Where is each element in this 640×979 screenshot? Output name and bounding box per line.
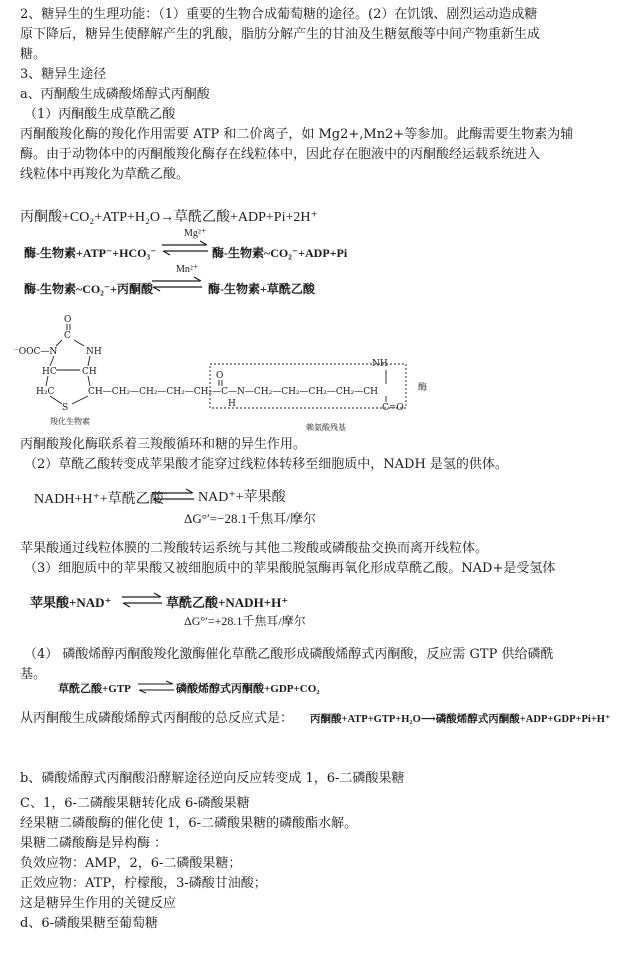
struct-c-o: C=O: [382, 403, 404, 413]
step-heading: （1）丙酮酸生成草酰乙酸: [24, 107, 176, 122]
equation-6-right: 磷酸烯醇式丙酮酸+GDP+CO₂: [176, 683, 320, 695]
struct-h2c: H₂C: [36, 387, 55, 397]
struct-label-biotin: 羧化生物素: [50, 417, 90, 426]
text-line: 线粒体中再羧化为草酰乙酸。: [20, 167, 190, 182]
text-line: 这是糖异生作用的关键反应: [20, 896, 177, 911]
struct-s: S: [62, 403, 69, 413]
equation-3-right: 酶-生物素+草酰乙酸: [208, 282, 315, 296]
struct-ooc: ⁻OOC—N: [14, 347, 58, 357]
step-heading: （2）草酰乙酸转变成苹果酸才能穿过线粒体转移至细胞质中，NADH 是氢的供体。: [24, 457, 508, 472]
struct-h: H: [228, 399, 236, 409]
equation-carboxylation: 丙酮酸+CO₂+ATP+H₂O→草酰乙酸+ADP+Pi+2H⁺: [20, 210, 318, 225]
subsection-heading: d、6-磷酸果糖至葡萄糖: [20, 916, 158, 931]
struct-nh-box: NH: [372, 359, 388, 369]
equation-3-left: 酶-生物素~CO₂⁻+丙酮酸: [24, 282, 154, 296]
subsection-heading: b、磷酸烯醇式丙酮酸沿酵解途径逆向反应转变成 1，6-二磷酸果糖: [20, 771, 405, 786]
text-line: 负效应物：AMP，2，6-二磷酸果糖；: [20, 856, 242, 871]
equation-2-catalyst: Mg²⁺: [184, 228, 207, 239]
overall-reaction-label: 从丙酮酸生成磷酸烯醇式丙酮酸的总反应式是：: [20, 711, 294, 726]
struct-hc: HC: [42, 367, 57, 377]
equation-4-delta-g: ΔG°′=−28.1千焦耳/摩尔: [184, 511, 316, 526]
equation-2-left: 酶-生物素+ATP⁻+HCO₃⁻: [24, 246, 157, 260]
struct-nh: NH: [86, 347, 102, 357]
text-line: 丙酮酸羧化酶的羧化作用需要 ATP 和二价离子，如 Mg2+,Mn2+等参加。此酶需要生物素为辅: [20, 127, 574, 142]
equation-4-right: NAD⁺+苹果酸: [198, 490, 286, 505]
text-line: 2、糖异生的生理功能：（1）重要的生物合成葡萄糖的途径。(2）在饥饿、剧烈运动造成糖: [20, 7, 538, 22]
struct-enzyme-label: 酶: [418, 383, 428, 393]
biotin-lysine-structure-diagram: [14, 312, 434, 434]
text-line: 糖。: [20, 47, 47, 62]
reversible-arrow-icon: [150, 276, 204, 292]
subsection-heading: C、1，6-二磷酸果糖转化成 6-磷酸果糖: [20, 796, 250, 811]
equation-5-right: 草酰乙酸+NADH+H⁺: [166, 595, 289, 610]
reversible-arrow-icon: [136, 680, 176, 694]
text-line: 原下降后，糖异生使酵解产生的乳酸，脂肪分解产生的甘油及生糖氨酸等中间产物重新生成: [20, 27, 541, 42]
step-heading: （3）细胞质中的苹果酸又被细胞质中的苹果酸脱氢酶再氧化形成草酰乙酸。NAD+是受氢体: [24, 561, 556, 576]
text-line: 苹果酸通过线粒体膜的二羧酸转运系统与其他二羧酸或磷酸盐交换而离开线粒体。: [20, 541, 489, 556]
struct-ch: CH: [82, 367, 97, 377]
text-line: 经果糖二磷酸酶的催化使 1，6-二磷酸果糖的磷酸酯水解。: [20, 816, 358, 831]
text-line: 丙酮酸羧化酶联系着三羧酸循环和糖的异生作用。: [20, 437, 307, 452]
equation-5-left: 苹果酸+NAD⁺: [30, 595, 112, 610]
text-line: 果糖二磷酸酶是异构酶 ：: [20, 836, 168, 851]
text-line: 基。: [20, 667, 47, 682]
reversible-arrow-icon: [150, 488, 196, 504]
overall-reaction-equation: 丙酮酸+ATP+GTP+H₂O⟶磷酸烯醇式丙酮酸+ADP+GDP+Pi+H⁺: [310, 714, 611, 725]
equation-3-catalyst: Mn²⁺: [176, 264, 199, 275]
text-line: 正效应物：ATP，柠檬酸，3-磷酸甘油酸；: [20, 876, 267, 891]
section-heading: 3、糖异生途径: [20, 67, 107, 82]
text-line: 酶。由于动物体中的丙酮酸羧化酶存在线粒体中，因此存在胞液中的丙酮酸经运载系统进入: [20, 147, 541, 162]
reversible-arrow-icon: [120, 592, 164, 608]
subsection-heading: a、丙酮酸生成磷酸烯醇式丙酮酸: [20, 87, 210, 102]
reversible-arrow-icon: [160, 240, 210, 256]
struct-o-top: O: [64, 315, 72, 325]
equation-2-right: 酶-生物素~CO₂⁻+ADP+Pi: [212, 246, 348, 260]
equation-5-delta-g: ΔG°′=+28.1千焦耳/摩尔: [184, 614, 306, 628]
struct-o-mid: O: [216, 371, 224, 381]
step-heading: （4） 磷酸烯醇丙酮酸羧化激酶催化草酰乙酸形成磷酸烯醇式丙酮酸，反应需 GTP 供给磷酰: [24, 647, 554, 662]
equation-4-left: NADH+H⁺+草酰乙酸: [34, 492, 164, 507]
struct-c-top: C: [64, 331, 71, 341]
equation-6-left: 草酰乙酸+GTP: [58, 683, 131, 695]
struct-chain: CH—CH₂—CH₂—CH₂—CH₂—C—N—CH₂—CH₂—CH₂—CH₂—CH: [88, 387, 378, 397]
struct-label-lysine: 赖氨酸残基: [306, 423, 346, 432]
